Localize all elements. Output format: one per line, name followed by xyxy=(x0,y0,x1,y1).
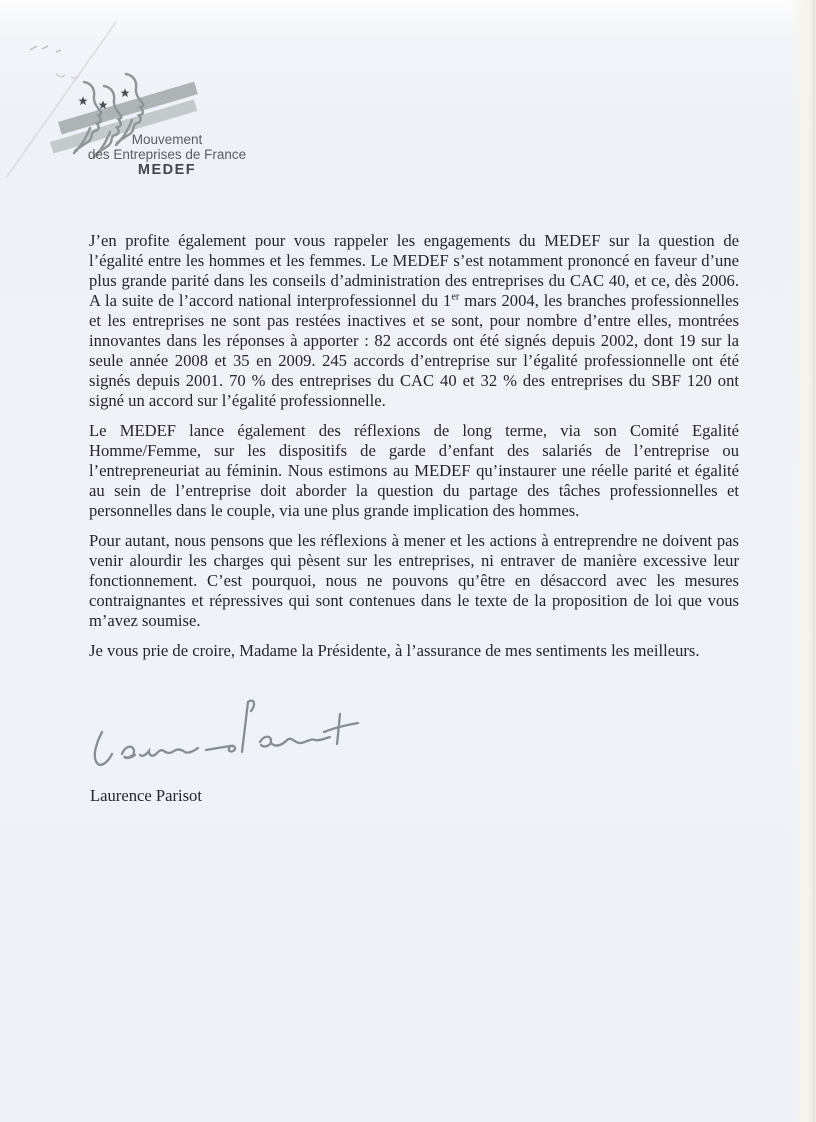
paragraph-3: Pour autant, nous pensons que les réflexions à mener et les actions à entreprendre ne doivent pas venir alourdir les charges qui pèsent sur les entreprises, ni entraver de manière excessive leur fonctionnement. C’est pourquoi, nous ne pouvons qu’être en désaccord avec les mesures contraignantes et répressives qui sont contenues dans le texte de la proposition de loi que vous m’avez soumise. xyxy=(89,531,739,630)
pencil-marks-artifact xyxy=(30,46,61,52)
letterhead-org-line1: Mouvement xyxy=(131,132,203,147)
paragraph-1 xyxy=(89,231,739,411)
handwritten-signature xyxy=(86,694,386,779)
ordinal-superscript: er xyxy=(451,291,460,303)
letterhead-org-line2: des Entreprises de France xyxy=(87,147,247,162)
closing-line: Je vous prie de croire, Madame la Présidente, à l’assurance de mes sentiments les meilleurs. xyxy=(89,641,700,660)
letterhead-acronym: MEDEF xyxy=(137,162,197,178)
paragraph-1-text-continued: mars 2004, les branches professionnelles et les entreprises ne sont pas restées inactives et se sont, pour nombre d’entre elles, montrées innovantes dans les réponses à apporter : 82 accords ont été signés depuis 2002, dont 19 sur la seule année 2008 et 35 en 2009. 245 accords d’entreprise sur l’égalité professionnelle ont été signés depuis 2001. 70 % des entreprises du CAC 40 et 32 % des entreprises du SBF 120 ont signé un accord sur l’égalité professionnelle. xyxy=(89,291,739,410)
letter-body xyxy=(89,231,739,671)
paragraph-2: Le MEDEF lance également des réflexions de long terme, via son Comité Egalité Homme/Femme, sur les dispositifs de garde d’enfant des salariés de l’entreprise ou l’entrepreneuriat au féminin. Nous estimons au MEDEF qu’instaurer une réelle parité et égalité au sein de l’entreprise doit aborder la question du partage des tâches professionnelles et personnelles dans le couple, via une plus grande implication des hommes. xyxy=(89,421,739,520)
scan-page-edge xyxy=(790,0,816,1122)
signature-strokes xyxy=(95,701,358,765)
signer-name: Laurence Parisot xyxy=(90,786,202,805)
letterhead-org-name xyxy=(60,132,274,178)
paragraph-1-text: J’en profite également pour vous rappeler les engagements du MEDEF sur la question de l’égalité entre les hommes et les femmes. Le MEDEF s’est notamment prononcé en faveur d’une plus grande parité dans les conseils d’administration des entreprises du CAC 40, et ce, dès 2006. A la suite de l’accord national interprofessionnel du 1 xyxy=(89,231,739,310)
